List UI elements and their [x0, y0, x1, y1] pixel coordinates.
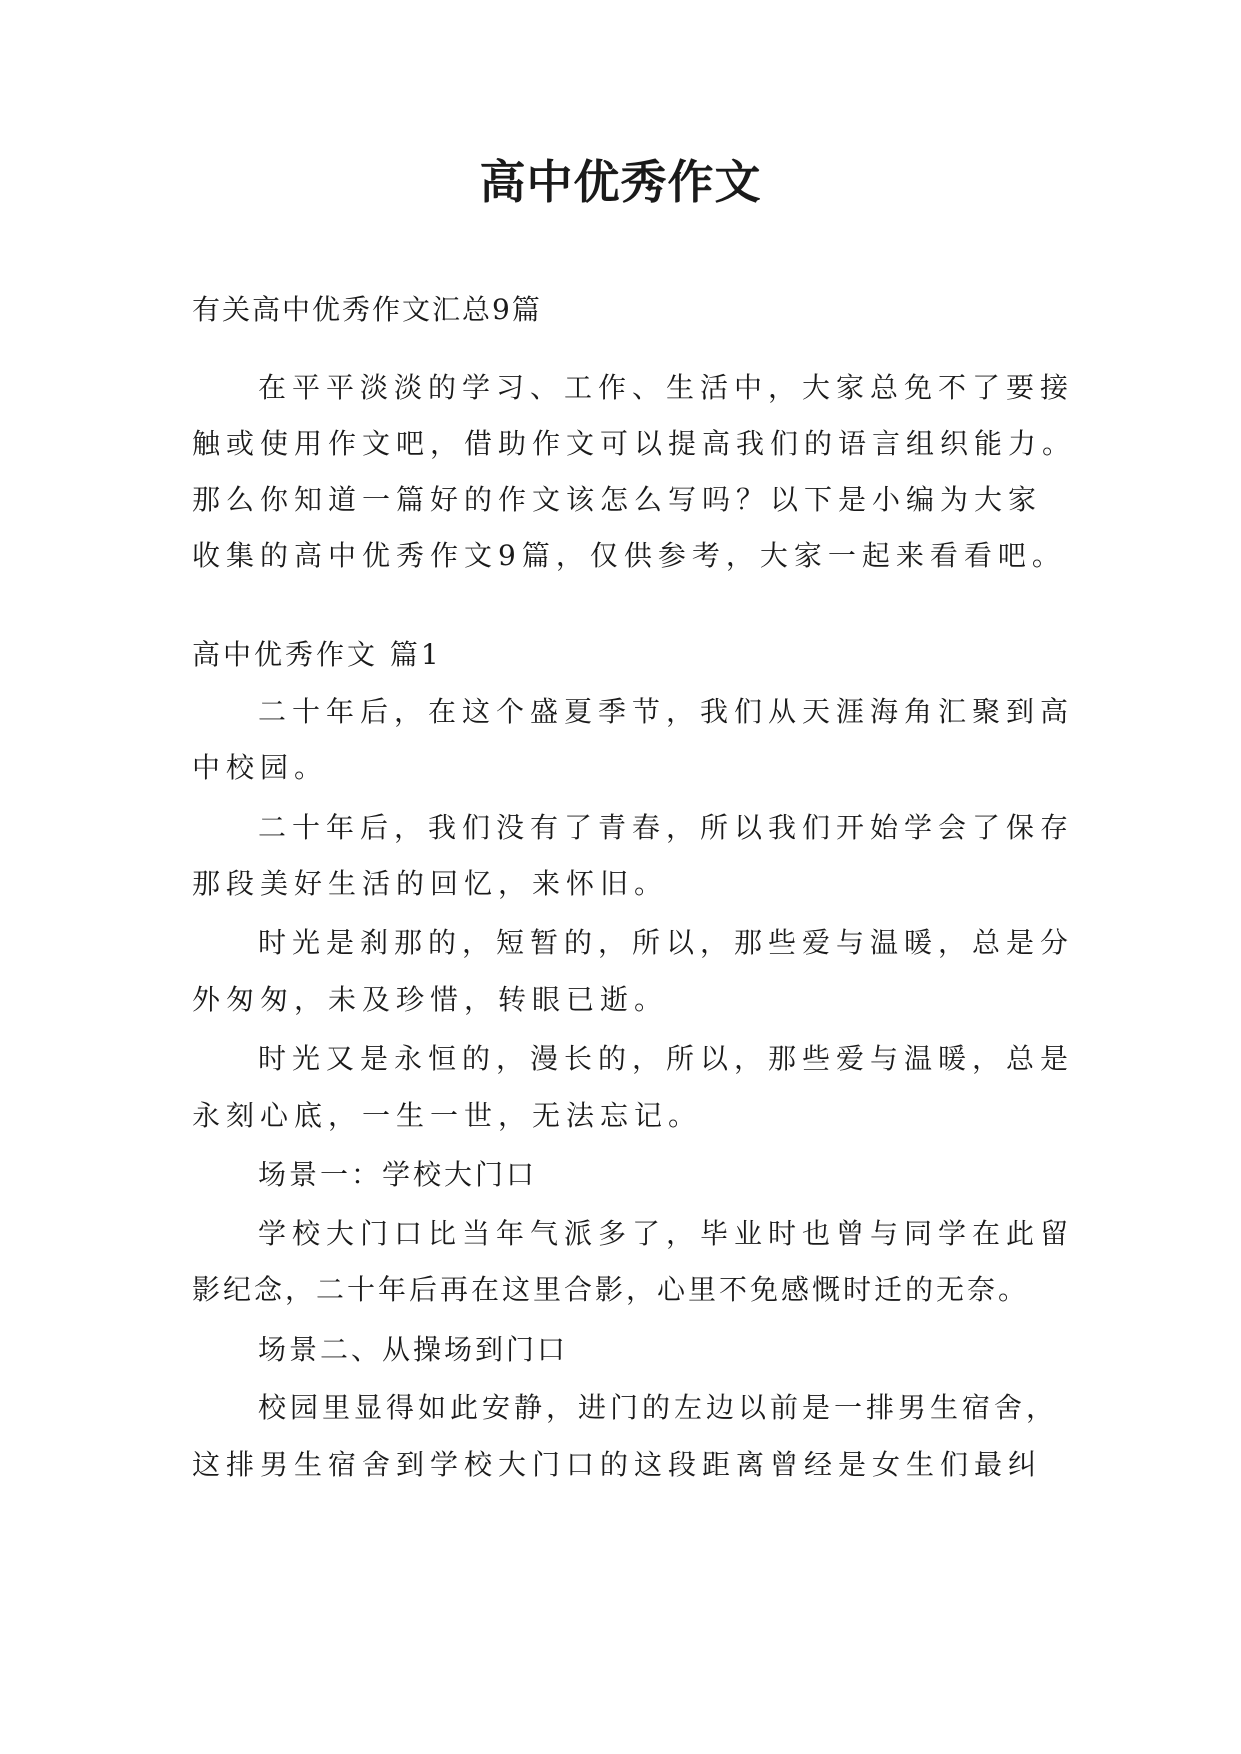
intro-line-3: 那么你知道一篇好的作文该怎么写吗？以下是小编为大家 [192, 483, 1043, 516]
intro-line-1: 在平平淡淡的学习、工作、生活中，大家总免不了要接 [258, 371, 1075, 404]
body-line-7: 时光又是永恒的，漫长的，所以，那些爱与温暖，总是 [258, 1042, 1075, 1075]
body-line-8: 永刻心底，一生一世，无法忘记。 [192, 1099, 703, 1132]
body-line-11: 校园里显得如此安静，进门的左边以前是一排男生宿舍， [258, 1391, 1059, 1424]
intro-line-2: 触或使用作文吧，借助作文可以提高我们的语言组织能力。 [192, 427, 1077, 460]
body-line-1: 二十年后，在这个盛夏季节，我们从天涯海角汇聚到高 [258, 695, 1075, 728]
body-line-9: 学校大门口比当年气派多了，毕业时也曾与同学在此留 [258, 1217, 1075, 1250]
section-heading: 高中优秀作文 篇1 [192, 638, 442, 671]
body-line-12: 这排男生宿舍到学校大门口的这段距离曾经是女生们最纠 [192, 1448, 1043, 1481]
body-line-2: 中校园。 [192, 751, 329, 784]
body-line-6: 外匆匆，未及珍惜，转眼已逝。 [192, 983, 669, 1016]
page-title: 高中优秀作文 [479, 155, 762, 209]
body-line-10: 影纪念，二十年后再在这里合影，心里不免感慨时迁的无奈。 [192, 1273, 1030, 1306]
intro-line-4: 收集的高中优秀作文9篇，仅供参考，大家一起来看看吧。 [192, 539, 1066, 572]
scene-heading-1: 场景一：学校大门口 [258, 1158, 538, 1191]
scene-heading-2: 场景二、从操场到门口 [258, 1333, 569, 1366]
body-line-5: 时光是刹那的，短暂的，所以，那些爱与温暖，总是分 [258, 926, 1075, 959]
body-line-4: 那段美好生活的回忆，来怀旧。 [192, 867, 669, 900]
body-line-3: 二十年后，我们没有了青春，所以我们开始学会了保存 [258, 811, 1075, 844]
document-subtitle: 有关高中优秀作文汇总9篇 [192, 293, 542, 326]
